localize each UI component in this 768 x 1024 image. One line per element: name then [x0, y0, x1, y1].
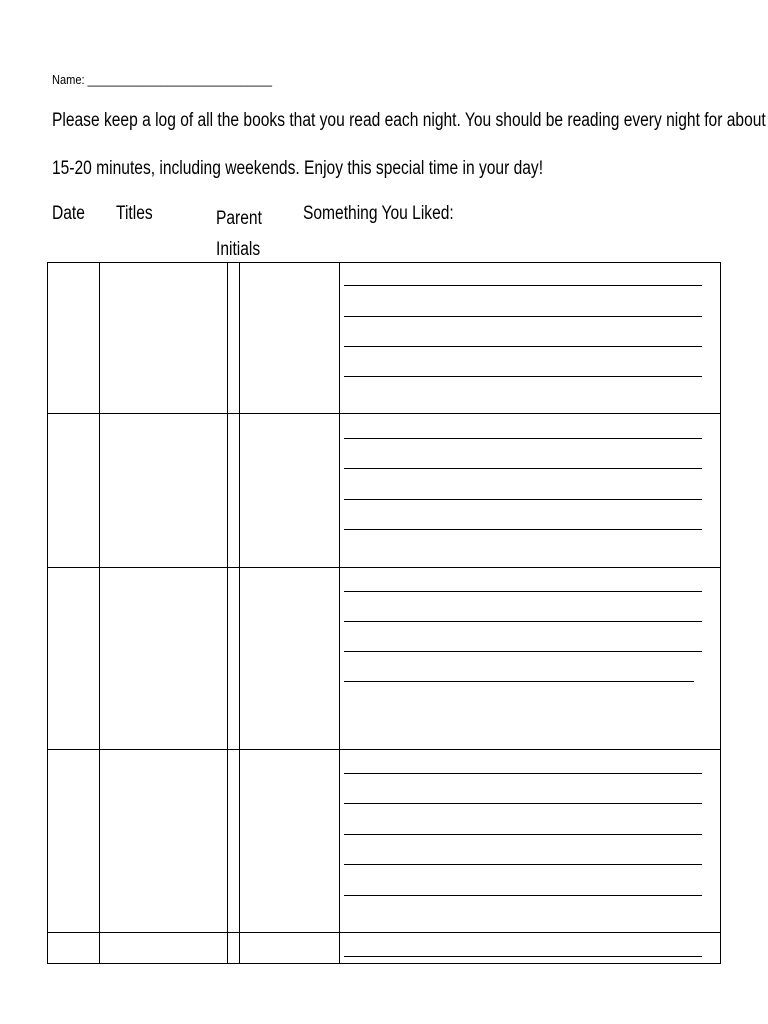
writing-line[interactable] [344, 895, 702, 896]
writing-line[interactable] [344, 834, 702, 835]
writing-line[interactable] [344, 773, 702, 774]
column-header-parent-initials: Parent Initials [216, 208, 262, 260]
writing-line[interactable] [344, 316, 702, 317]
row-divider [47, 932, 721, 933]
writing-line[interactable] [344, 468, 702, 469]
row-divider [47, 567, 721, 568]
column-header-something-you-liked: Something You Liked: [303, 203, 454, 224]
writing-line[interactable] [344, 499, 702, 500]
writing-line[interactable] [344, 529, 702, 530]
instructions-line-2: 15-20 minutes, including weekends. Enjoy this special time in your day! [52, 158, 544, 179]
writing-line[interactable] [344, 621, 702, 622]
divider-titles-gap [227, 262, 228, 964]
writing-line[interactable] [344, 346, 702, 347]
divider-date-titles [99, 262, 100, 964]
row-divider [47, 413, 721, 414]
name-field-label: Name: ______________________________ [52, 72, 272, 87]
writing-line[interactable] [344, 651, 702, 652]
table-border [47, 262, 721, 964]
instructions-line-1: Please keep a log of all the books that you read each night. You should be reading every night for about [52, 110, 766, 131]
writing-line[interactable] [344, 956, 702, 957]
reading-log-table [47, 262, 721, 964]
writing-line[interactable] [344, 803, 702, 804]
divider-gap-initials [239, 262, 240, 964]
writing-line[interactable] [344, 438, 702, 439]
writing-line[interactable] [344, 376, 702, 377]
writing-line[interactable] [344, 681, 694, 682]
row-divider [47, 749, 721, 750]
writing-line[interactable] [344, 864, 702, 865]
column-header-titles: Titles [116, 203, 153, 224]
writing-line[interactable] [344, 591, 702, 592]
writing-line[interactable] [344, 285, 702, 286]
column-header-date: Date [52, 203, 85, 224]
divider-initials-liked [339, 262, 340, 964]
